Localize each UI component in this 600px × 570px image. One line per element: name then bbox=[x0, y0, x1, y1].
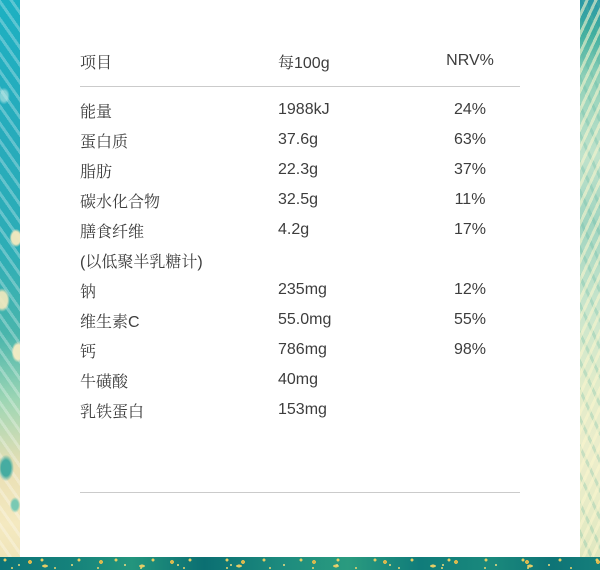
nutrient-note: (以低聚半乳糖计) bbox=[80, 253, 203, 271]
nutrient-amount: 55.0mg bbox=[278, 311, 332, 328]
marbled-border-right bbox=[580, 0, 600, 557]
nutrient-nrv: 63% bbox=[453, 131, 487, 148]
header-separator-line bbox=[80, 86, 520, 87]
table-row-vitamin-c bbox=[80, 305, 520, 335]
nutrient-label: 脂肪 bbox=[80, 163, 113, 181]
footer-separator-line bbox=[80, 492, 520, 493]
nutrient-amount: 4.2g bbox=[278, 221, 310, 238]
table-row-sodium bbox=[80, 275, 520, 305]
nutrient-nrv: 55% bbox=[453, 311, 487, 328]
header-per100g: 每100g bbox=[278, 54, 330, 72]
nutrient-label: 乳铁蛋白 bbox=[80, 403, 145, 421]
nutrition-table bbox=[80, 44, 520, 493]
table-row-fat bbox=[80, 155, 520, 185]
nutrient-nrv: 24% bbox=[453, 101, 487, 118]
nutrient-label: 能量 bbox=[80, 103, 113, 121]
nutrient-amount: 40mg bbox=[278, 371, 319, 388]
nutrient-nrv: 37% bbox=[453, 161, 487, 178]
nutrient-nrv: 17% bbox=[453, 221, 487, 238]
nutrient-nrv: 11% bbox=[454, 191, 486, 208]
table-row-fiber-note bbox=[80, 245, 520, 275]
table-row-calcium bbox=[80, 335, 520, 365]
nutrient-nrv: 12% bbox=[453, 281, 487, 298]
table-row-energy bbox=[80, 95, 520, 125]
header-nrv: NRV% bbox=[446, 52, 494, 69]
nutrient-amount: 22.3g bbox=[278, 161, 319, 178]
nutrient-amount: 153mg bbox=[278, 401, 327, 418]
nutrient-label: 钠 bbox=[80, 283, 97, 301]
table-row-protein bbox=[80, 125, 520, 155]
marbled-border-left bbox=[0, 0, 20, 557]
nutrient-label: 蛋白质 bbox=[80, 133, 129, 151]
nutrient-label: 钙 bbox=[80, 343, 97, 361]
nutrient-label: 膳食纤维 bbox=[80, 223, 145, 241]
nutrition-table-header bbox=[80, 44, 520, 78]
nutrient-amount: 37.6g bbox=[278, 131, 319, 148]
marbled-border-bottom bbox=[0, 557, 600, 570]
table-row-lactoferrin bbox=[80, 395, 520, 425]
table-row-carbohydrate bbox=[80, 185, 520, 215]
header-item: 项目 bbox=[80, 54, 113, 72]
nutrient-label: 碳水化合物 bbox=[80, 193, 161, 211]
nutrient-amount: 786mg bbox=[278, 341, 327, 358]
table-row-dietary-fiber bbox=[80, 215, 520, 245]
nutrient-label: 牛磺酸 bbox=[80, 373, 129, 391]
table-row-taurine bbox=[80, 365, 520, 395]
nutrient-nrv: 98% bbox=[453, 341, 487, 358]
nutrient-amount: 1988kJ bbox=[278, 101, 330, 118]
nutrient-label: 维生素C bbox=[80, 313, 140, 331]
nutrition-table-body bbox=[80, 95, 520, 425]
nutrient-amount: 235mg bbox=[278, 281, 327, 298]
nutrient-amount: 32.5g bbox=[278, 191, 319, 208]
